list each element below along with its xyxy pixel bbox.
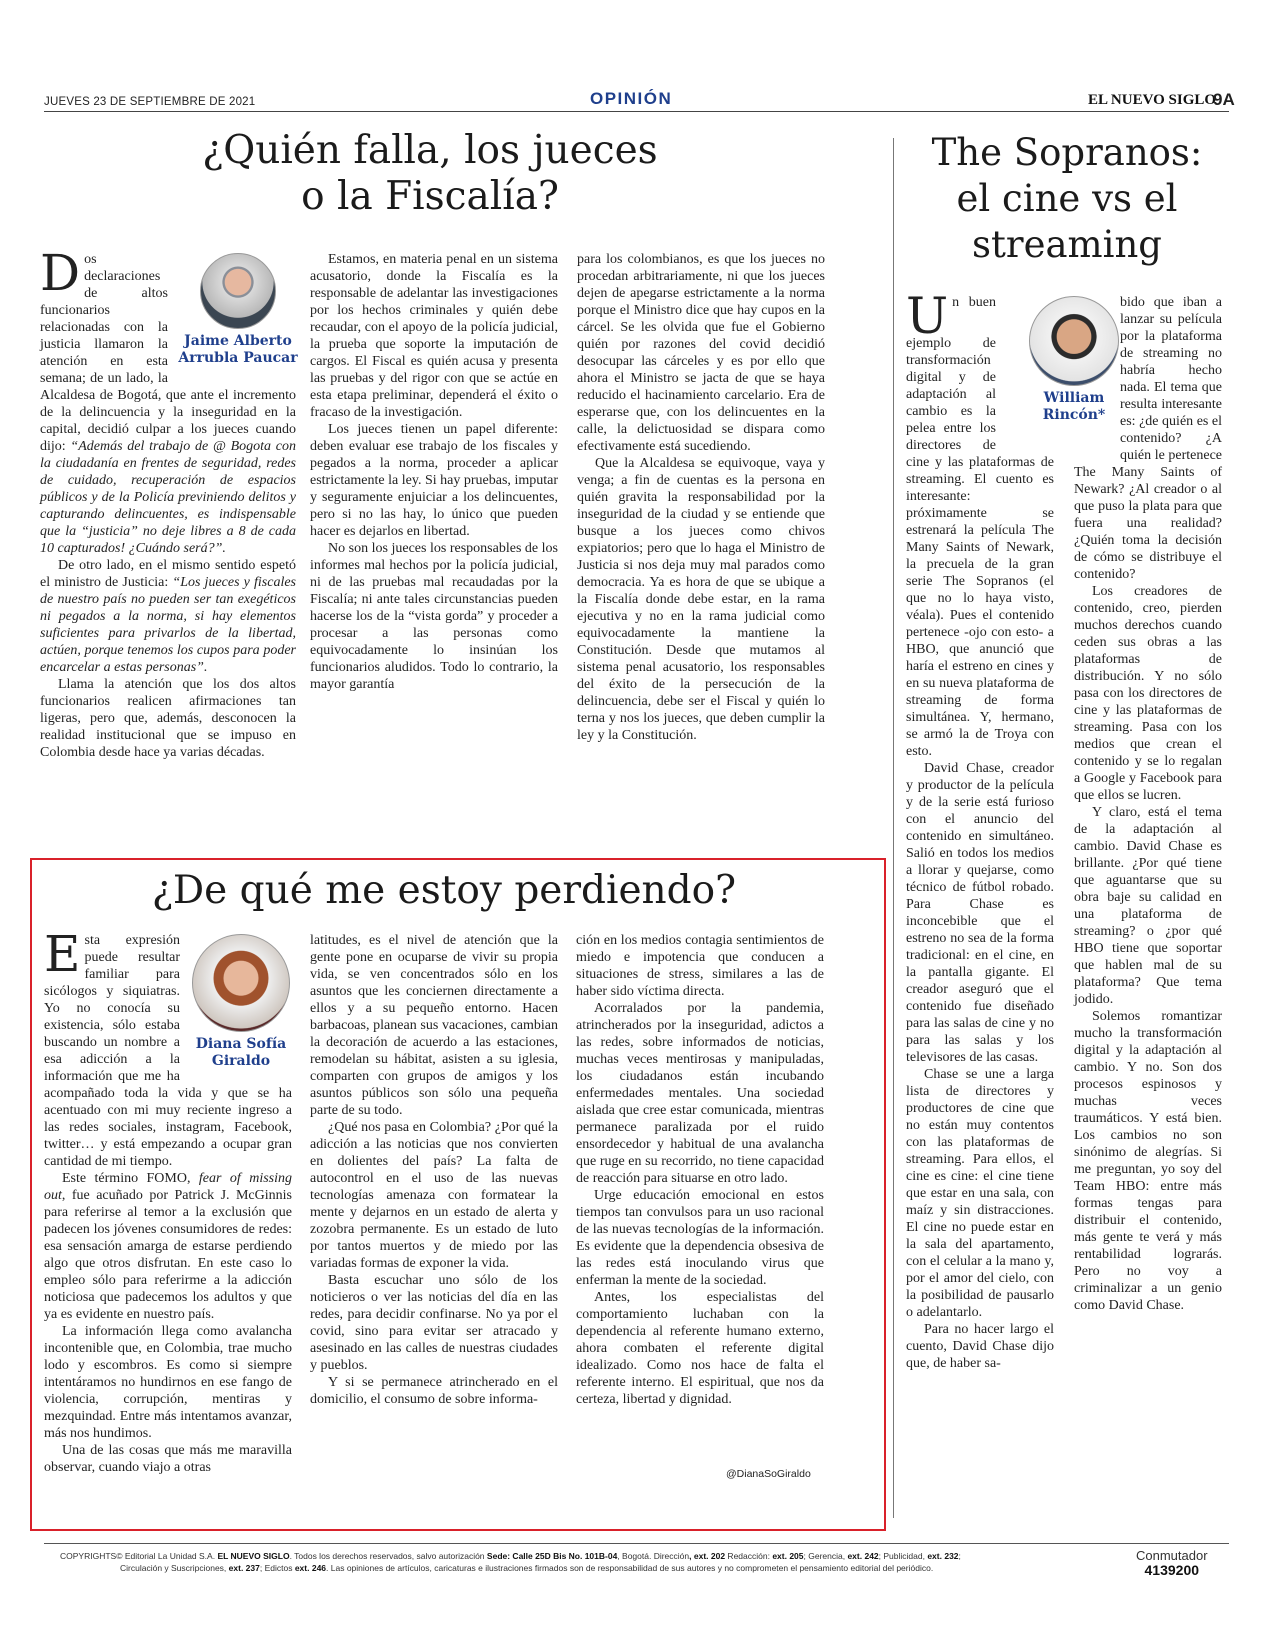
- article-column-3: ción en los medios contagia sentimientos de miedo e impotencia que conducen a situaciones de stress, similares a las de haber sido víctima directa. Acorralados por la pandemia, atrincherados por la inseguridad, adictos a las redes, sobre informados de noticias, muchas veces mentirosas y manipuladas, los ciudadanos están incubando enfermedades mentales. Una sociedad aislada que cree estar comunicada, mientras permanece paralizada por el ruido ensordecedor y habitual de una avalancha que ruge en su recorrido, no tiene capacidad de reacción para situarse en otro lado. Urge educación emocional en estos tiempos tan convulsos para un uso racional de las nuevas tecnologías de la información. Es evidente que la dependencia obsesiva de las redes está inoculando virus que enferman la mente de la sociedad. Antes, los especialistas del comportamiento luchaban con la dependencia al referente humano externo, ahora combaten el referente digital idealizado. Como nos hace de falta el referente interno. El espiritual, que nos da certeza, libertad y dignidad.: [576, 933, 824, 1407]
- page-number: 9A: [1213, 90, 1235, 109]
- author-social-handle[interactable]: @DianaSoGiraldo: [726, 1468, 811, 1480]
- switchboard-info: [1136, 1548, 1208, 1578]
- newspaper-logo: EL NUEVO SIGLO: [1088, 92, 1217, 108]
- switchboard-label: Conmutador: [1136, 1548, 1208, 1563]
- footer-rule: [44, 1543, 1229, 1544]
- section-title: OPINIÓN: [590, 89, 673, 108]
- article-column-1: Un buen ejemplo de transformación digital y de adaptación al cambio es la pelea entre los directores de cine y las plataformas de streaming. El cuento es interesante: próximamente se estrenará la película The Many Saints of Newark, la precuela de la gran serie The Sopranos (el que no lo haya visto, véala). Pues el contenido pertenece -ojo con esto- a HBO, que anunció que haría el estreno en cines y en su nueva plataforma de streaming de forma simultánea. Y, hermano, se armó la de Troya con esto. David Chase, creador y productor de la película y de la serie está furioso con el anuncio del contenido en simultáneo. Salió en todos los medios a llorar y quejarse, como técnico de fútbol robado. Para Chase es inconcebible que el estreno no sea de la forma tradicional: en el cine, en la pantalla gigante. El creador aseguró que el contenido fue diseñado para las salas de cine y no para las salas y los televisores de las casas. Chase se une a larga lista de directores y productores de cine que no están muy contentos con las plataformas de streaming. Para ellos, el cine es cine: el cine tiene que estar en una sala, con maíz y sin distracciones. El cine no puede estar en la sala del apartamento, con el celular a la mano y, por el amor del cielo, con la posibilidad de pausarlo o adelantarlo. Para no hacer largo el cuento, David Chase dijo que, de haber sa-: [906, 294, 1054, 1372]
- author-box: Jaime Alberto Arrubla Paucar: [174, 251, 302, 386]
- article-title: ¿Quién falla, los jueces o la Fiscalía?: [202, 128, 658, 220]
- drop-cap: E: [44, 925, 81, 983]
- author-photo: [192, 934, 290, 1032]
- article-title: ¿De qué me estoy perdiendo?: [151, 868, 737, 913]
- author-photo: [200, 253, 276, 329]
- switchboard-number: 4139200: [1144, 1562, 1200, 1578]
- author-box: Diana Sofía Giraldo: [186, 932, 296, 1082]
- drop-cap: D: [40, 244, 81, 302]
- article-column-2: bido que iban a lanzar su película por la plataforma de streaming no habría hecho nada. El tema que resulta interesante es: ¿de quién es el contenido? ¿A quién le pertenece The Many Saints of Newark? ¿Al creador o al que puso la plata para que fuera una realidad? ¿Quién toma la decisión de cómo se distribuye el contenido? Los creadores de contenido, creo, pierden muchos derechos cuando ceden sus obras a las plataformas de distribución. Y no sólo pasa con los directores de cine y las plataformas de streaming. Pasa con los medios que crean el contenido y se lo regalan a Google y Facebook para que ellos se lucren. Y claro, está el tema de la adaptación al cambio. David Chase es brillante. ¿Por qué tiene que aguantarse que su obra baje su calidad en una plataforma de streaming? o ¿por qué HBO tiene que soportar que hablen mal de su plataforma? Que tema jodido. Solemos romantizar mucho la transformación digital y la adaptación al cambio. Y no. Son dos procesos espinosos y muchas veces traumáticos. Y está bien. Los cambios no son sinónimo de alegrías. Si me preguntan, yo soy del Team HBO: entre más formas tengas para distribuir el contenido, más gente te verá y más rentabilidad lograrás. Pero no voy a criminalizar a un genio como David Chase.: [1074, 294, 1222, 1314]
- drop-cap: U: [906, 287, 949, 345]
- header-rule: [44, 111, 1229, 112]
- article-column-1: Jaime Alberto Arrubla Paucar Dos declaraciones de altos funcionarios relacionadas con la justicia llamaron la atención en esta semana; de un lado, la Alcaldesa de Bogotá, que ante el incremento de la delincuencia y la inseguridad en la capital, decidió culpar a los jueces cuando dijo: “Además del trabajo de @ Bogota con la ciudadanía en frentes de seguridad, redes de cuidado, recuperación de espacios públicos y de la Policía previniendo delitos y capturando delincuentes, es indispensable que la “justicia” no deje libres a 8 de cada 10 capturados! ¿Cuándo será?”. De otro lado, en el mismo sentido espetó el ministro de Justicia: “Los jueces y fiscales de nuestro país no pueden ser tan exegéticos ni pegados a la norma, si hay elementos suficientes para privarlos de la libertad, actúen, porque tenemos los cupos para poder encarcelar a estas personas”. Llama la atención que los dos altos funcionarios realicen afirmaciones tan ligeras, pero que, además, desconocen la realidad institucional que se impuso en Colombia desde hace ya varias décadas.: [40, 251, 296, 761]
- article-fomo: [44, 868, 874, 1523]
- author-box: William Rincón*: [1024, 294, 1124, 454]
- footer-copyright: COPYRIGHTS© Editorial La Unidad S.A. EL NUEVO SIGLO. Todos los derechos reservados, salvo autorización Sede: Calle 25D Bis No. 101B-04, Bogotá. Dirección, ext. 202 Redacción: ext. 205; Gerencia, ext. 242; Publicidad, ext. 232; Circulación y Suscripciones, ext. 237; Edictos ext. 246. Las opiniones de artículos, caricaturas e ilustraciones firmados son de responsabilidad de sus autores y no comprometen el pensamiento editorial del periódico.: [60, 1551, 961, 1573]
- article-title: The Sopranos: el cine vs el streaming: [931, 131, 1203, 266]
- article-column-2: latitudes, es el nivel de atención que la gente pone en ocuparse de vivir su propia vida, se ven concentrados sólo en los asuntos que les conciernen directamente a ellos y a su pequeño entorno. Hacen barbacoas, planean sus vacaciones, cambian la decoración de acuerdo a las estaciones, remodelan su hábitat, asisten a su iglesia, comparten con grupos de amigos y los asuntos públicos son sólo una pequeña parte de su todo. ¿Qué nos pasa en Colombia? ¿Por qué la adicción a las noticias que nos convierten en dolientes del país? La falta de autocontrol en el uso de las nuevas tecnologías amenaza con formatear la mente y dejarnos en un estado de alerta y zozobra permanente. Es un estado de luto por tantos muertos y de miedo por las variadas formas de exponer la vida. Basta escuchar uno sólo de los noticieros o ver las noticias del día en las redes, para decidir confinarse. No ya por el covid, sino para evitar ser atracado y asesinado en las calles de nuestras ciudades y pueblos. Y si se permanece atrincherado en el domicilio, el consumo de sobre informa-: [310, 933, 558, 1407]
- article-sopranos: [906, 130, 1228, 1530]
- author-box: [1068, 294, 1118, 454]
- article-column-1: Diana Sofía Giraldo Esta expresión puede resultar familiar para sicólogos y siquiatras. Yo no conocía su existencia, sólo estaba buscando un nombre a esa adicción a la información que me ha acompañado toda la vida y que se ha acentuado con mi muy reciente ingreso a las redes sociales, instagram, Facebook, twitter… y está empezando a ocupar gran cantidad de mi tiempo. Este término FOMO, fear of missing out, fue acuñado por Patrick J. McGinnis para referirse al temor a la exclusión que padecen los jóvenes consumidores de redes: esa sensación amarga de estarse perdiendo algo que otros disfrutan. En este caso lo empleo sólo para referirme a la adicción noticiosa que padecemos los adultos y que ya es evidente en nuestro país. La información llega como avalancha incontenible que, en Colombia, trae mucho lodo y escombros. Es como si siempre intentáramos no hundirnos en ese fango de violencia, corrupción, mentiras y mezquindad. Entre más intentamos avanzar, más nos hundimos. Una de las cosas que más me maravilla observar, cuando viajo a otras: [44, 932, 292, 1476]
- article-column-2: Estamos, en materia penal en un sistema acusatorio, donde la Fiscalía es la responsable de adelantar las investigaciones por los hechos criminales y quién debe recaudar, con el apoyo de la policía judicial, la prueba que soporte la imputación de cargos. El Fiscal es quién acusa y presenta las pruebas y del rigor con que se actúe en esta etapa preliminar, dependerá el éxito o fracaso de la investigación. Los jueces tienen un papel diferente: deben evaluar ese trabajo de los fiscales y pegados a la norma, proceder a aplicar estrictamente la ley. Si hay pruebas, imputar y seguramente enjuiciar a los delincuentes, pero si no las hay, lo único que pueden hacer es dejarlos en libertad. No son los jueces los responsables de los informes mal hechos por la policía judicial, ni de las pruebas mal recaudadas por la Fiscalía; ni ante tales circunstancias pueden hacerse los de la “vista gorda” y proceder a procesar a las personas como equivocadamente lo insinúan los funcionarios aludidos. Todo lo contrario, la mayor garantía: [310, 252, 558, 692]
- edition-date: JUEVES 23 DE SEPTIEMBRE DE 2021: [44, 96, 256, 108]
- article-jueces-fiscalia: [40, 128, 830, 788]
- article-column-3: para los colombianos, es que los jueces no procedan arbitrariamente, ni que los jueces dejen de apegarse estrictamente a la norma porque el Ministro dice que hay cupos en la cárcel. Se les olvida que fue el Gobierno quién por razones del covid decidió desocupar las cárceles y es por ello que ahora el Ministro se jacta de que se haya reducido el hacinamiento carcelario. Era de esperarse que, con los delincuentes en la calle, la delictuosidad se dispara como efectivamente está sucediendo. Que la Alcaldesa se equivoque, vaya y venga; a fin de cuentas es la persona en quién gravita la responsabilidad por la inseguridad de la ciudad y se entiende que busque a los jueces como chivos expiatorios; pero que lo haga el Ministro de Justicia si nos deja muy mal parados como democracia. Ya es hora de que se ubique a la Fiscalía donde debe estar, en la rama ejecutiva y no en la rama judicial como equivocadamente la mantiene la Constitución. Desde que mutamos al sistema penal acusatorio, los responsables del éxito de la persecución de la delincuencia, debe ser el Fiscal y quién lo terna y nos los jueces, que deben cumplir la ley y la Constitución.: [577, 252, 825, 743]
- column-divider: [893, 138, 894, 1518]
